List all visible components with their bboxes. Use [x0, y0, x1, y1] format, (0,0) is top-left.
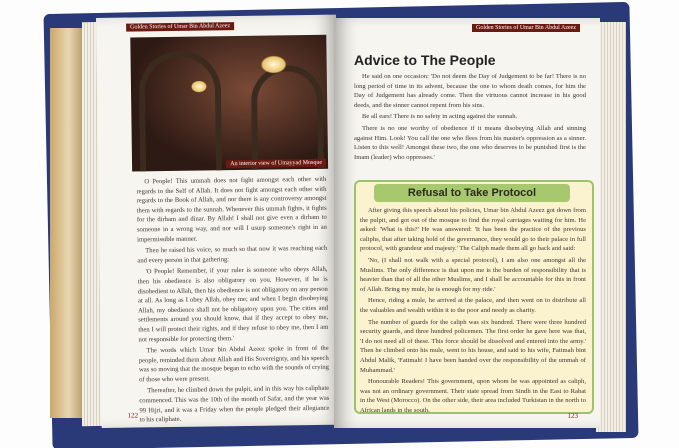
left-body-text: [136, 175, 329, 427]
right-intro-text: [354, 72, 586, 164]
paragraph: The number of guards for the caliph was six hundred. There were three hundred security guards, and three hundred policemen. The first order he gave here was that, 'I do not need all of these. This force should be dissolved and entered into the army.' Then he climbed onto his mule, went to his house, and said to his wife, Fatimah bint Abdul Malik, 'Fatimah! I have been handed over the responsibility of the ummah of Muhammad.': [360, 318, 586, 374]
page-number-left: 122: [127, 411, 139, 420]
highlight-box: [354, 180, 594, 414]
left-running-head: Golden Stories of Umar Bin Abdul Azeez: [126, 22, 234, 32]
paragraph: Thereafter, he climbed down the pulpit, and in this way his caliphate commenced. This was the 10th of the month of Safar, and the year was 99 Hijri, and it was a Friday when the people pledged their allegiance to his caliphate.: [139, 385, 330, 424]
right-running-head: Golden Stories of Umar Bin Abdul Azeez: [472, 24, 580, 32]
arch-shape: [138, 50, 222, 171]
paragraph: 'O People! Remember, if your ruler is someone who obeys Allah, then his obedience is also obligatory on you. However, if he is disobedient to Allah, then his obedience is not obligatory on any person at all. As long as I obey Allah, obey me; and when I begin disobeying Allah, my obedience shall not be obligatory upon you. The cities and settlements around you should know, that if they accept to obey me, then I will protect their rights, and if they refuse to obey me, then I am not responsible for protecting them.': [137, 266, 329, 343]
paragraph: Hence, riding a mule, he arrived at the palace, and then went on to distribute all the valuables and wealth within it to the poor and needy as charity.: [360, 297, 586, 314]
paragraph: The words which Umar bin Abdul Azeez spoke in front of the people, reminded them about Allah and His Sovereignty, and his speech was so moving that the mosque began to echo with the sounds of crying of those who were present.: [138, 344, 329, 384]
paragraph: Be all ears! There is no safety in acting against the sunnah.: [362, 113, 518, 121]
paragraph: O People! This ummah does not fight amongst each other with regards to the Self of Allah. It does not fight amongst each other with regards to the Book of Allah, and nor there is any controversy amongst them with regards to the sunnah. Whenever this ummah fights, it fights for the dirham and dinar. By Allah! I shall not give even a dirham to someone in a wrong way, and nor will I usurp someone's right in an impermissible manner.: [136, 175, 327, 244]
right-page-stack: [596, 22, 626, 432]
right-page: [334, 18, 600, 428]
box-body-text: [360, 206, 586, 417]
paragraph: He said on one occasion: 'Do not deem the Day of Judgement to be far! There is no long period of time in its advent, because the one to whom death comes, for him the Day of Judgement has already come. Then the virtuous cannot increase in his good deeds, and the sinner cannot repent from his sins.: [354, 73, 586, 109]
paragraph: Honourable Readers! This government, upon whom he was appointed as caliph, was not an ordinary government. Their state spread from Sindh in the East to Rabat in the West (Morocco). On the other side, their area included Turkistan in the north to African lands in the south.: [360, 378, 586, 414]
photo-caption: An interior view of Umayyad Mosque: [226, 159, 326, 168]
page-number-right: 123: [567, 412, 578, 420]
paragraph: Then he raised his voice, so much so that now it was reaching each and every person in that gathering:: [137, 244, 328, 265]
left-page: [96, 15, 342, 428]
chapter-title: Advice to The People: [354, 52, 496, 68]
paragraph: After giving this speech about his policies, Umar bin Abdul Azeez got down from the pulpit, and got out of the mosque to find the royal carriages waiting for him. He asked: 'What is this?' He was answered: 'It has been the practice of the previous caliphs, that after taking hold of the governance, they would go to their palace in full protocol, with grandeur and majesty.' The Caliph made them all go back and said:: [360, 207, 586, 253]
mosque-interior-photo: [130, 35, 328, 172]
paragraph: There is no one worthy of obedience if it means disobeying Allah and sinning against Him. Look! You call the one who flees from his master's oppression as a sinner. Listen to this well! Amongst these two, the one who deserves to be punished first is the Imam (leader) who oppresses.': [354, 124, 586, 161]
paragraph: 'No, (I shall not walk with a special protocol), I am also one amongst all the Muslims. The only difference is that upon me is the burden of responsibility that is heavier than that of all the other Muslims, and I shall be accountable for this in front of Allah. Bring my mule, he is enough for my ride.': [360, 256, 586, 293]
box-title: Refusal to Take Protocol: [374, 184, 570, 202]
arch-shape: [251, 65, 325, 172]
